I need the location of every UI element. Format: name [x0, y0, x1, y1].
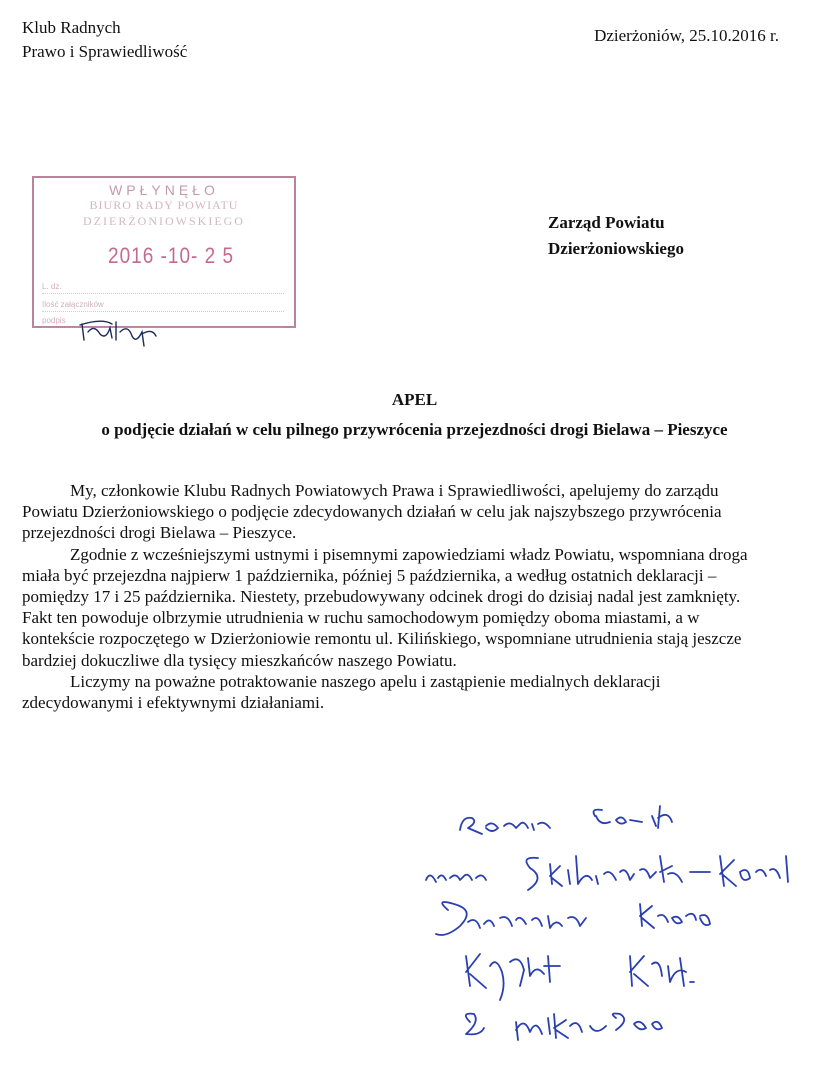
sender-line-1: Klub Radnych [22, 18, 121, 37]
recipient-line-2: Dzierżoniowskiego [548, 239, 684, 258]
document-title: APEL [391, 390, 438, 409]
paragraph-2: Zgodnie z wcześniejszymi ustnymi i pisemnymi zapowiedziami władz Powiatu, wspomniana droga miała być przejezdna najpierw 1 października, później 5 października, a według ostatnich deklaracji – pomiędzy 17 i 25 października. Niestety, przebudowywany odcinek drogi do dzisiaj nadal jest zamknięty. Fakt ten powoduje olbrzymie utrudnienia w ruchu samochodowym pomiędzy oboma miastami, a w kontekście rozpoczętego w Dzierżoniowie remontu ul. Kilińskiego, wspomniane utrudnienia stają jeszcze bardziej dokuczliwe dla tysięcy mieszkańców naszego Powiatu. [22, 544, 748, 670]
stamp-line-1: WPŁYNĘŁO [109, 182, 219, 198]
letter-date: Dzierżoniów, 25.10.2016 r. [594, 26, 779, 45]
received-stamp [32, 176, 296, 328]
recipient-line-1: Zarząd Powiatu [548, 213, 665, 232]
paragraph-3: Liczymy na poważne potraktowanie naszego apelu i zastąpienie medialnych deklaracji zdecydowanymi i efektywnymi działaniami. [22, 671, 661, 713]
signature-2 [426, 856, 788, 890]
letter-body [22, 480, 766, 713]
stamp-line-2: BIURO RADY POWIATU [89, 198, 239, 212]
document-subtitle: o podjęcie działań w celu pilnego przywrócenia przejezdności drogi Bielawa – Pieszyce [101, 420, 728, 439]
recipient-block [548, 210, 684, 262]
stamp-row-ldz: L. dz. [42, 282, 284, 294]
stamp-line-3: DZIERŻONIOWSKIEGO [83, 214, 245, 228]
paragraph-1: My, członkowie Klubu Radnych Powiatowych Prawa i Sprawiedliwości, apelujemy do zarządu Powiatu Dzierżoniowskiego o podjęcie zdecydowanych działań w celu jak najszybszego przywrócenia przejezdności drogi Bielawa – Pieszyce. [22, 481, 722, 543]
signature-5 [466, 1014, 662, 1041]
signature-1 [460, 806, 672, 834]
stamp-row-signature: podpis [42, 316, 284, 328]
signature-4 [466, 954, 694, 1000]
sender-line-2: Prawo i Sprawiedliwość [22, 42, 188, 61]
handwritten-signatures [420, 786, 820, 1066]
sender-block [22, 16, 187, 64]
stamp-signature-scribble [72, 310, 162, 350]
signature-3 [436, 902, 710, 935]
stamp-date: 2016 -10- 2 5 [108, 244, 235, 269]
stamp-row-attachments: Ilość załączników [42, 300, 284, 312]
